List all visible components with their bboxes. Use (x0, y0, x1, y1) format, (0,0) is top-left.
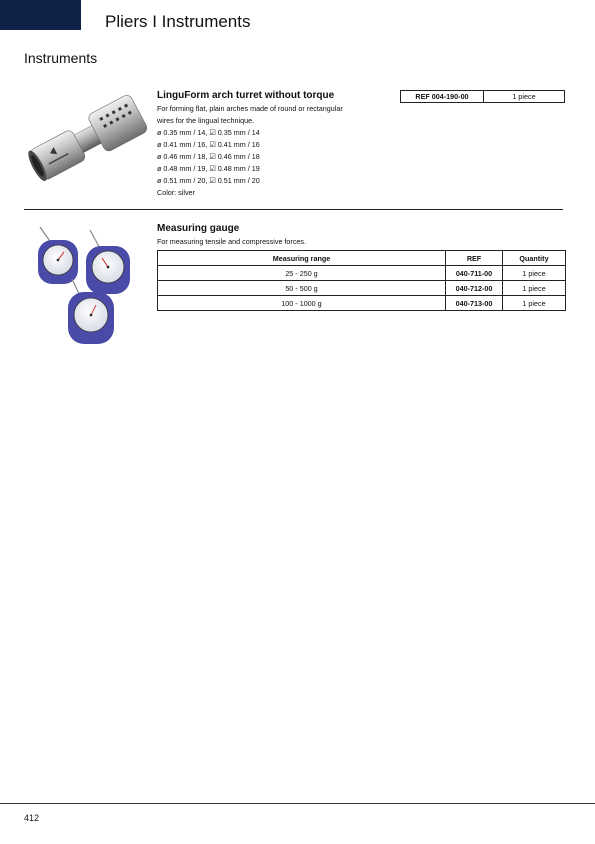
product-description (157, 103, 397, 199)
description-line: ø 0.35 mm / 14, ☑ 0.35 mm / 14 (157, 128, 260, 137)
ref-table (400, 90, 565, 103)
table-cell: 1 piece (503, 281, 566, 296)
arch-turret-image (22, 85, 150, 195)
description-line: wires for the lingual technique. (157, 116, 255, 125)
gauge-table (157, 250, 566, 311)
page-header-title: Pliers I Instruments (105, 12, 251, 31)
table-cell: 50 - 500 g (158, 281, 446, 296)
footer-divider (0, 803, 595, 804)
table-header-row (158, 251, 566, 266)
table-cell: 1 piece (503, 296, 566, 311)
ref-cell: REF 004-190-00 (401, 91, 484, 103)
column-header: Measuring range (158, 251, 446, 266)
product-title: LinguForm arch turret without torque (157, 90, 335, 101)
table-cell: 040-713-00 (446, 296, 503, 311)
table-cell: 25 - 250 g (158, 266, 446, 281)
description-line: Color: silver (157, 188, 195, 197)
table-row (401, 91, 565, 103)
section-title: Instruments (24, 50, 98, 66)
table-row (158, 296, 566, 311)
description-line: ø 0.48 mm / 19, ☑ 0.48 mm / 19 (157, 164, 260, 173)
description-line: For forming flat, plain arches made of round or rectangular (157, 104, 343, 113)
table-cell: 100 - 1000 g (158, 296, 446, 311)
quantity-cell: 1 piece (484, 91, 565, 103)
description-line: ø 0.46 mm / 18, ☑ 0.46 mm / 18 (157, 152, 260, 161)
column-header: Quantity (503, 251, 566, 266)
brand-block (0, 0, 81, 30)
description-line: ø 0.41 mm / 16, ☑ 0.41 mm / 16 (157, 140, 260, 149)
column-header: REF (446, 251, 503, 266)
table-cell: 040-711-00 (446, 266, 503, 281)
product-description: For measuring tensile and compressive forces. (157, 237, 307, 246)
section-divider (24, 209, 563, 210)
product-title: Measuring gauge (157, 223, 240, 234)
description-line: ø 0.51 mm / 20, ☑ 0.51 mm / 20 (157, 176, 260, 185)
measuring-gauge-image (30, 222, 140, 347)
table-row (158, 281, 566, 296)
table-cell: 040-712-00 (446, 281, 503, 296)
product-measuring-gauge (157, 223, 557, 248)
page-number: 412 (24, 813, 40, 823)
table-cell: 1 piece (503, 266, 566, 281)
product-linguform (157, 90, 397, 199)
table-row (158, 266, 566, 281)
